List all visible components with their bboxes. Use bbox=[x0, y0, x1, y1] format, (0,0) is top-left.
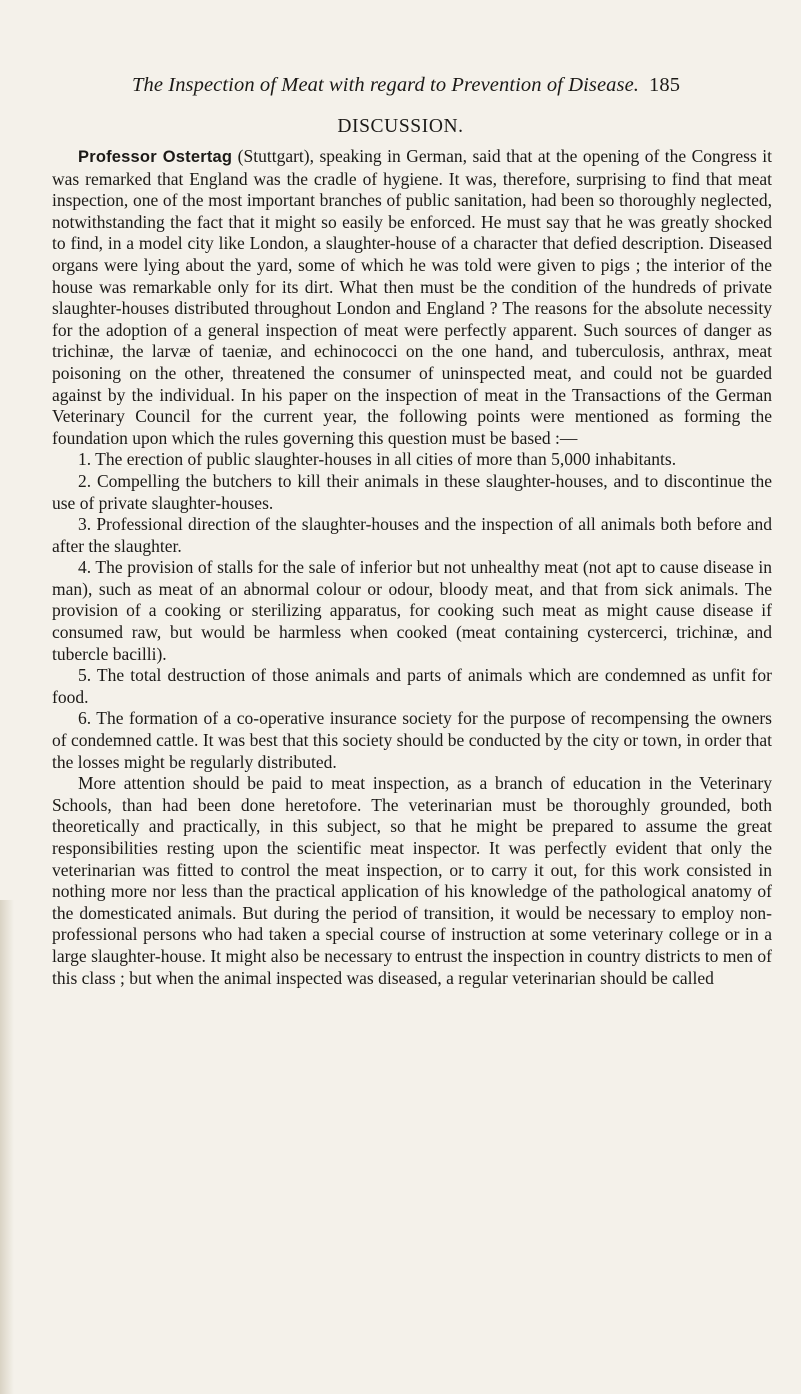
point-6: 6. The formation of a co-operative insurance society for the purpose of recompensing the owners of condemned cattle. It was best that this society should be conducted by the city or town, in order that the losses might be regularly distributed. bbox=[52, 708, 772, 772]
point-4: 4. The provision of stalls for the sale of inferior but not unhealthy meat (not apt to cause disease in man), such as meat of an abnormal colour or odour, bloody meat, and that from sick animals. The provision of a cooking or sterilizing apparatus, for cooking such meat as might cause disease if consumed raw, but would be harmless when cooked (meat containing cystercerci, trichinæ, and tubercle bacilli). bbox=[52, 557, 772, 664]
running-title: The Inspection of Meat with regard to Prevention of Disease. bbox=[132, 74, 640, 96]
point-2: 2. Compelling the butchers to kill their animals in these slaughter-houses, and to discontinue the use of private slaughter-houses. bbox=[52, 470, 772, 513]
intro-paragraph bbox=[52, 146, 772, 449]
speaker-name: Professor Ostertag bbox=[78, 148, 233, 166]
point-1: 1. The erection of public slaughter-houses in all cities of more than 5,000 inhabitants. bbox=[78, 449, 677, 470]
page-number: 185 bbox=[649, 74, 681, 96]
section-heading: DISCUSSION. bbox=[337, 116, 464, 137]
page-edge-shadow bbox=[0, 900, 14, 1394]
running-head bbox=[132, 74, 772, 97]
body-text bbox=[52, 146, 772, 989]
intro-text: (Stuttgart), speaking in German, said that at the opening of the Congress it was remarked that England was the cradle of hygiene. It was, therefore, surprising to find that meat inspection, one of the most important branches of public sanitation, had been so thoroughly neglected, notwithstanding the fact that it might so easily be enforced. He must say that he was greatly shocked to find, in a model city like London, a slaughter-house of a character that defied description. Diseased organs were lying about the yard, some of which he was told were given to pigs ; the interior of the house was remarkable only for its dirt. What then must be the condition of the hundreds of private slaughter-houses distributed throughout London and England ? The reasons for the absolute necessity for the adoption of a general inspection of meat were perfectly apparent. Such sources of danger as trichinæ, the larvæ of taeniæ, and echinococci on the one hand, and tuberculosis, anthrax, meat poisoning on the other, threatened the consumer of uninspected meat, and could not be guarded against by the individual. In his paper on the inspection of meat in the Transactions of the German Veterinary Council for the current year, the following points were mentioned as forming the foundation upon which the rules governing this question must be based :— bbox=[52, 146, 772, 448]
closing-paragraph: More attention should be paid to meat inspection, as a branch of education in the Veterinary Schools, than had been done heretofore. The veterinarian must be thoroughly grounded, both theoretically and practically, in this subject, so that he might be prepared to assume the great responsibilities resting upon the scientific meat inspector. It was perfectly evident that only the veterinarian was fitted to control the meat inspection, or to carry it out, for this work consisted in nothing more nor less than the practical application of his knowledge of the pathological anatomy of the domesticated animals. But during the period of transition, it would be necessary to employ non-professional persons who had taken a special course of instruction at some veterinary college or in a large slaughter-house. It might also be necessary to entrust the inspection in country districts to men of this class ; but when the animal inspected was diseased, a regular veterinarian should be called bbox=[52, 773, 772, 988]
point-3: 3. Professional direction of the slaughter-houses and the inspection of all animals both before and after the slaughter. bbox=[52, 514, 772, 556]
point-5: 5. The total destruction of those animals and parts of animals which are condemned as unfit for food. bbox=[52, 665, 772, 707]
